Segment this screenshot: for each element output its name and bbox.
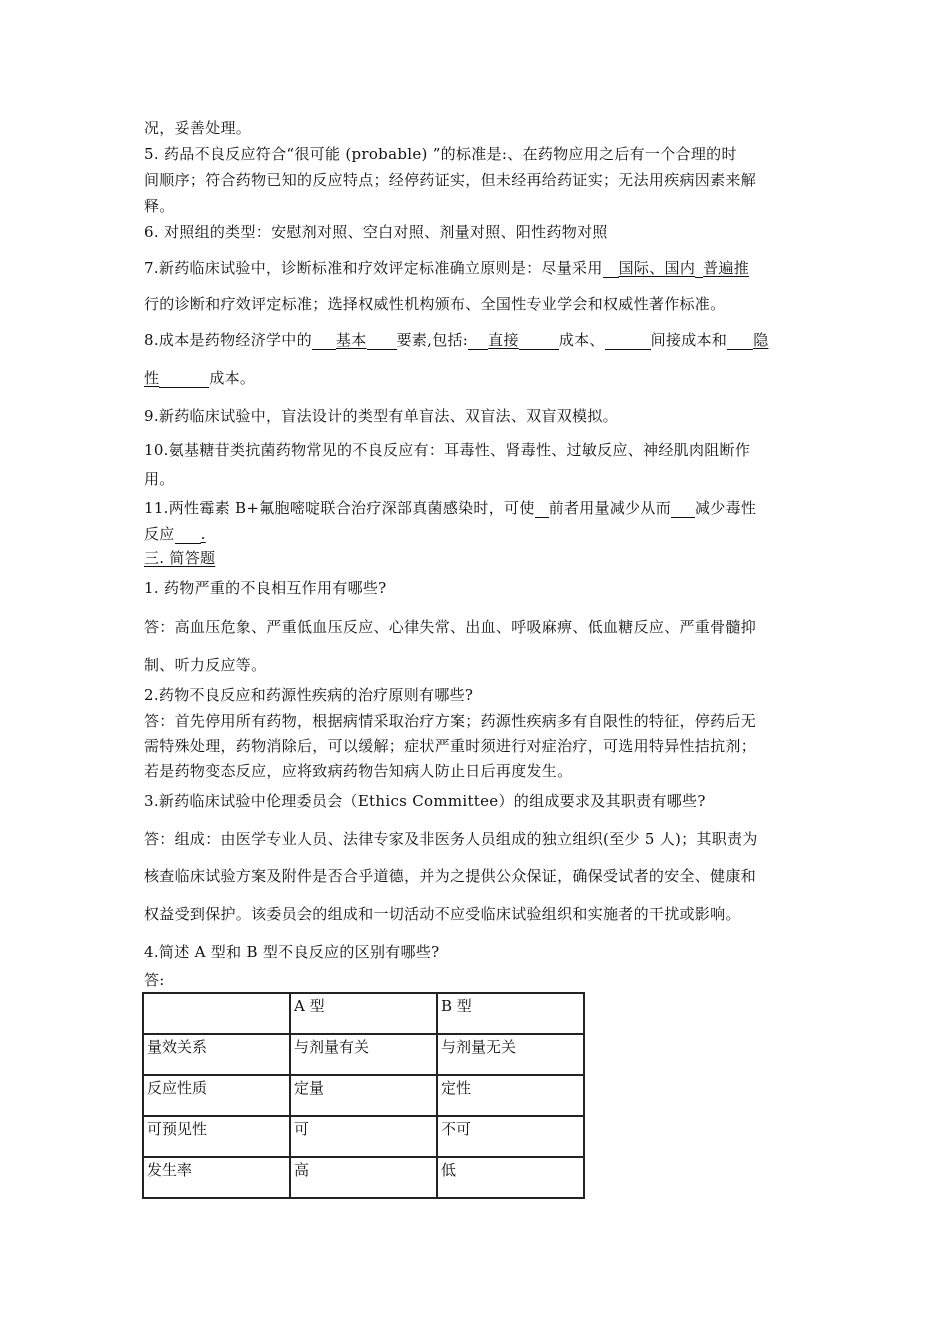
answer-text: 答：首先停用所有药物，根据病情采取治疗方案；药源性疾病多有自限性的特征，停药后无 — [144, 712, 757, 730]
answer-text: 制、听力反应等。 — [144, 656, 267, 674]
table-header-cell: B 型 — [437, 993, 584, 1034]
comparison-table — [142, 992, 585, 1199]
answer-label: 答: — [144, 971, 165, 989]
text-span: 反应 — [144, 525, 175, 543]
underlined-answer: 基本 — [335, 331, 367, 349]
table-header-row — [143, 993, 584, 1034]
answer-text: 需特殊处理，药物消除后，可以缓解；症状严重时须进行对症治疗，可选用特异性拮抗剂； — [144, 737, 757, 755]
text-span: 11.两性霉素 B+氟胞嘧啶联合治疗深部真菌感染时，可使 — [144, 499, 535, 517]
blank-underline — [727, 332, 753, 350]
blank-underline — [695, 260, 703, 278]
text-span: 成本。 — [209, 369, 256, 387]
table-cell: 反应性质 — [143, 1075, 290, 1116]
question-text: 1. 药物严重的不良相互作用有哪些? — [144, 579, 387, 597]
text-line: 6. 对照组的类型：安慰剂对照、空白对照、剂量对照、阳性药物对照 — [144, 223, 608, 241]
text-span: 间接成本和 — [650, 331, 728, 349]
table-cell: 定性 — [437, 1075, 584, 1116]
section-heading: 三. 简答题 — [144, 549, 216, 567]
blank-underline — [603, 260, 619, 278]
table-row — [143, 1157, 584, 1198]
text-line — [144, 330, 769, 350]
question-text: 2.药物不良反应和药源性疾病的治疗原则有哪些? — [144, 686, 474, 704]
question-text: 4.简述 A 型和 B 型不良反应的区别有哪些? — [144, 943, 440, 961]
text-line — [144, 368, 255, 388]
table-header-cell: A 型 — [290, 993, 437, 1034]
table-header-cell — [143, 993, 290, 1034]
text-line: 5. 药品不良反应符合“很可能 (probable) ”的标准是:、在药物应用之后有一个合理的时 — [144, 145, 737, 163]
text-line — [144, 258, 749, 278]
text-span: 前者用量减少从而 — [548, 499, 672, 517]
text-line — [144, 524, 206, 544]
text-span: 8.成本是药物经济学中的 — [144, 331, 312, 349]
blank-underline — [159, 370, 209, 388]
blank-underline — [175, 526, 201, 544]
underlined-answer: 隐 — [753, 331, 769, 349]
blank-underline — [671, 500, 695, 518]
table-cell: 低 — [437, 1157, 584, 1198]
answer-text: 权益受到保护。该委员会的组成和一切活动不应受临床试验组织和实施者的干扰或影响。 — [144, 905, 741, 923]
answer-text: 答：高血压危象、严重低血压反应、心律失常、出血、呼吸麻痹、低血糖反应、严重骨髓抑 — [144, 618, 757, 636]
text-line — [144, 498, 756, 518]
answer-text: 若是药物变态反应，应将致病药物告知病人防止日后再度发生。 — [144, 762, 573, 780]
text-span: 减少毒性 — [695, 499, 757, 517]
table-cell: 定量 — [290, 1075, 437, 1116]
blank-underline — [519, 332, 559, 350]
text-line: 用。 — [144, 470, 175, 488]
blank-underline — [468, 332, 488, 350]
blank-underline — [535, 500, 549, 518]
underlined-answer: . — [200, 525, 206, 543]
table-cell: 不可 — [437, 1116, 584, 1157]
underlined-answer: 国际、国内 — [618, 259, 696, 277]
underlined-answer: 直接 — [488, 331, 519, 349]
text-span: 要素,包括: — [396, 331, 469, 349]
underlined-answer: 性 — [144, 369, 160, 387]
blank-underline — [367, 332, 397, 350]
text-line: 行的诊断和疗效评定标准；选择权威性机构颁布、全国性专业学会和权威性著作标准。 — [144, 295, 726, 313]
table-cell: 量效关系 — [143, 1034, 290, 1075]
table-cell: 与剂量有关 — [290, 1034, 437, 1075]
underlined-answer: 普遍推 — [703, 259, 750, 277]
text-span: 7.新药临床试验中，诊断标准和疗效评定标准确立原则是：尽量采用 — [144, 259, 603, 277]
text-line: 9.新药临床试验中，盲法设计的类型有单盲法、双盲法、双盲双模拟。 — [144, 407, 618, 425]
table-row — [143, 1075, 584, 1116]
text-line: 况，妥善处理。 — [144, 119, 252, 137]
table-cell: 与剂量无关 — [437, 1034, 584, 1075]
blank-underline — [312, 332, 336, 350]
question-text: 3.新药临床试验中伦理委员会（Ethics Committee）的组成要求及其职责有哪些? — [144, 792, 706, 810]
table-row — [143, 1034, 584, 1075]
table-cell: 高 — [290, 1157, 437, 1198]
table-cell: 可预见性 — [143, 1116, 290, 1157]
text-line: 间顺序；符合药物已知的反应特点；经停药证实，但未经再给药证实；无法用疾病因素来解 — [144, 171, 757, 189]
table-row — [143, 1116, 584, 1157]
text-line: 10.氨基糖苷类抗菌药物常见的不良反应有：耳毒性、肾毒性、过敏反应、神经肌肉阻断作 — [144, 441, 751, 459]
text-span: 成本、 — [558, 331, 605, 349]
table-cell: 发生率 — [143, 1157, 290, 1198]
answer-text: 核查临床试验方案及附件是否合乎道德，并为之提供公众保证，确保受试者的安全、健康和 — [144, 867, 757, 885]
text-line: 释。 — [144, 197, 175, 215]
table-cell: 可 — [290, 1116, 437, 1157]
blank-underline — [605, 332, 651, 350]
answer-text: 答：组成：由医学专业人员、法律专家及非医务人员组成的独立组织(至少 5 人)；其职责为 — [144, 830, 758, 848]
